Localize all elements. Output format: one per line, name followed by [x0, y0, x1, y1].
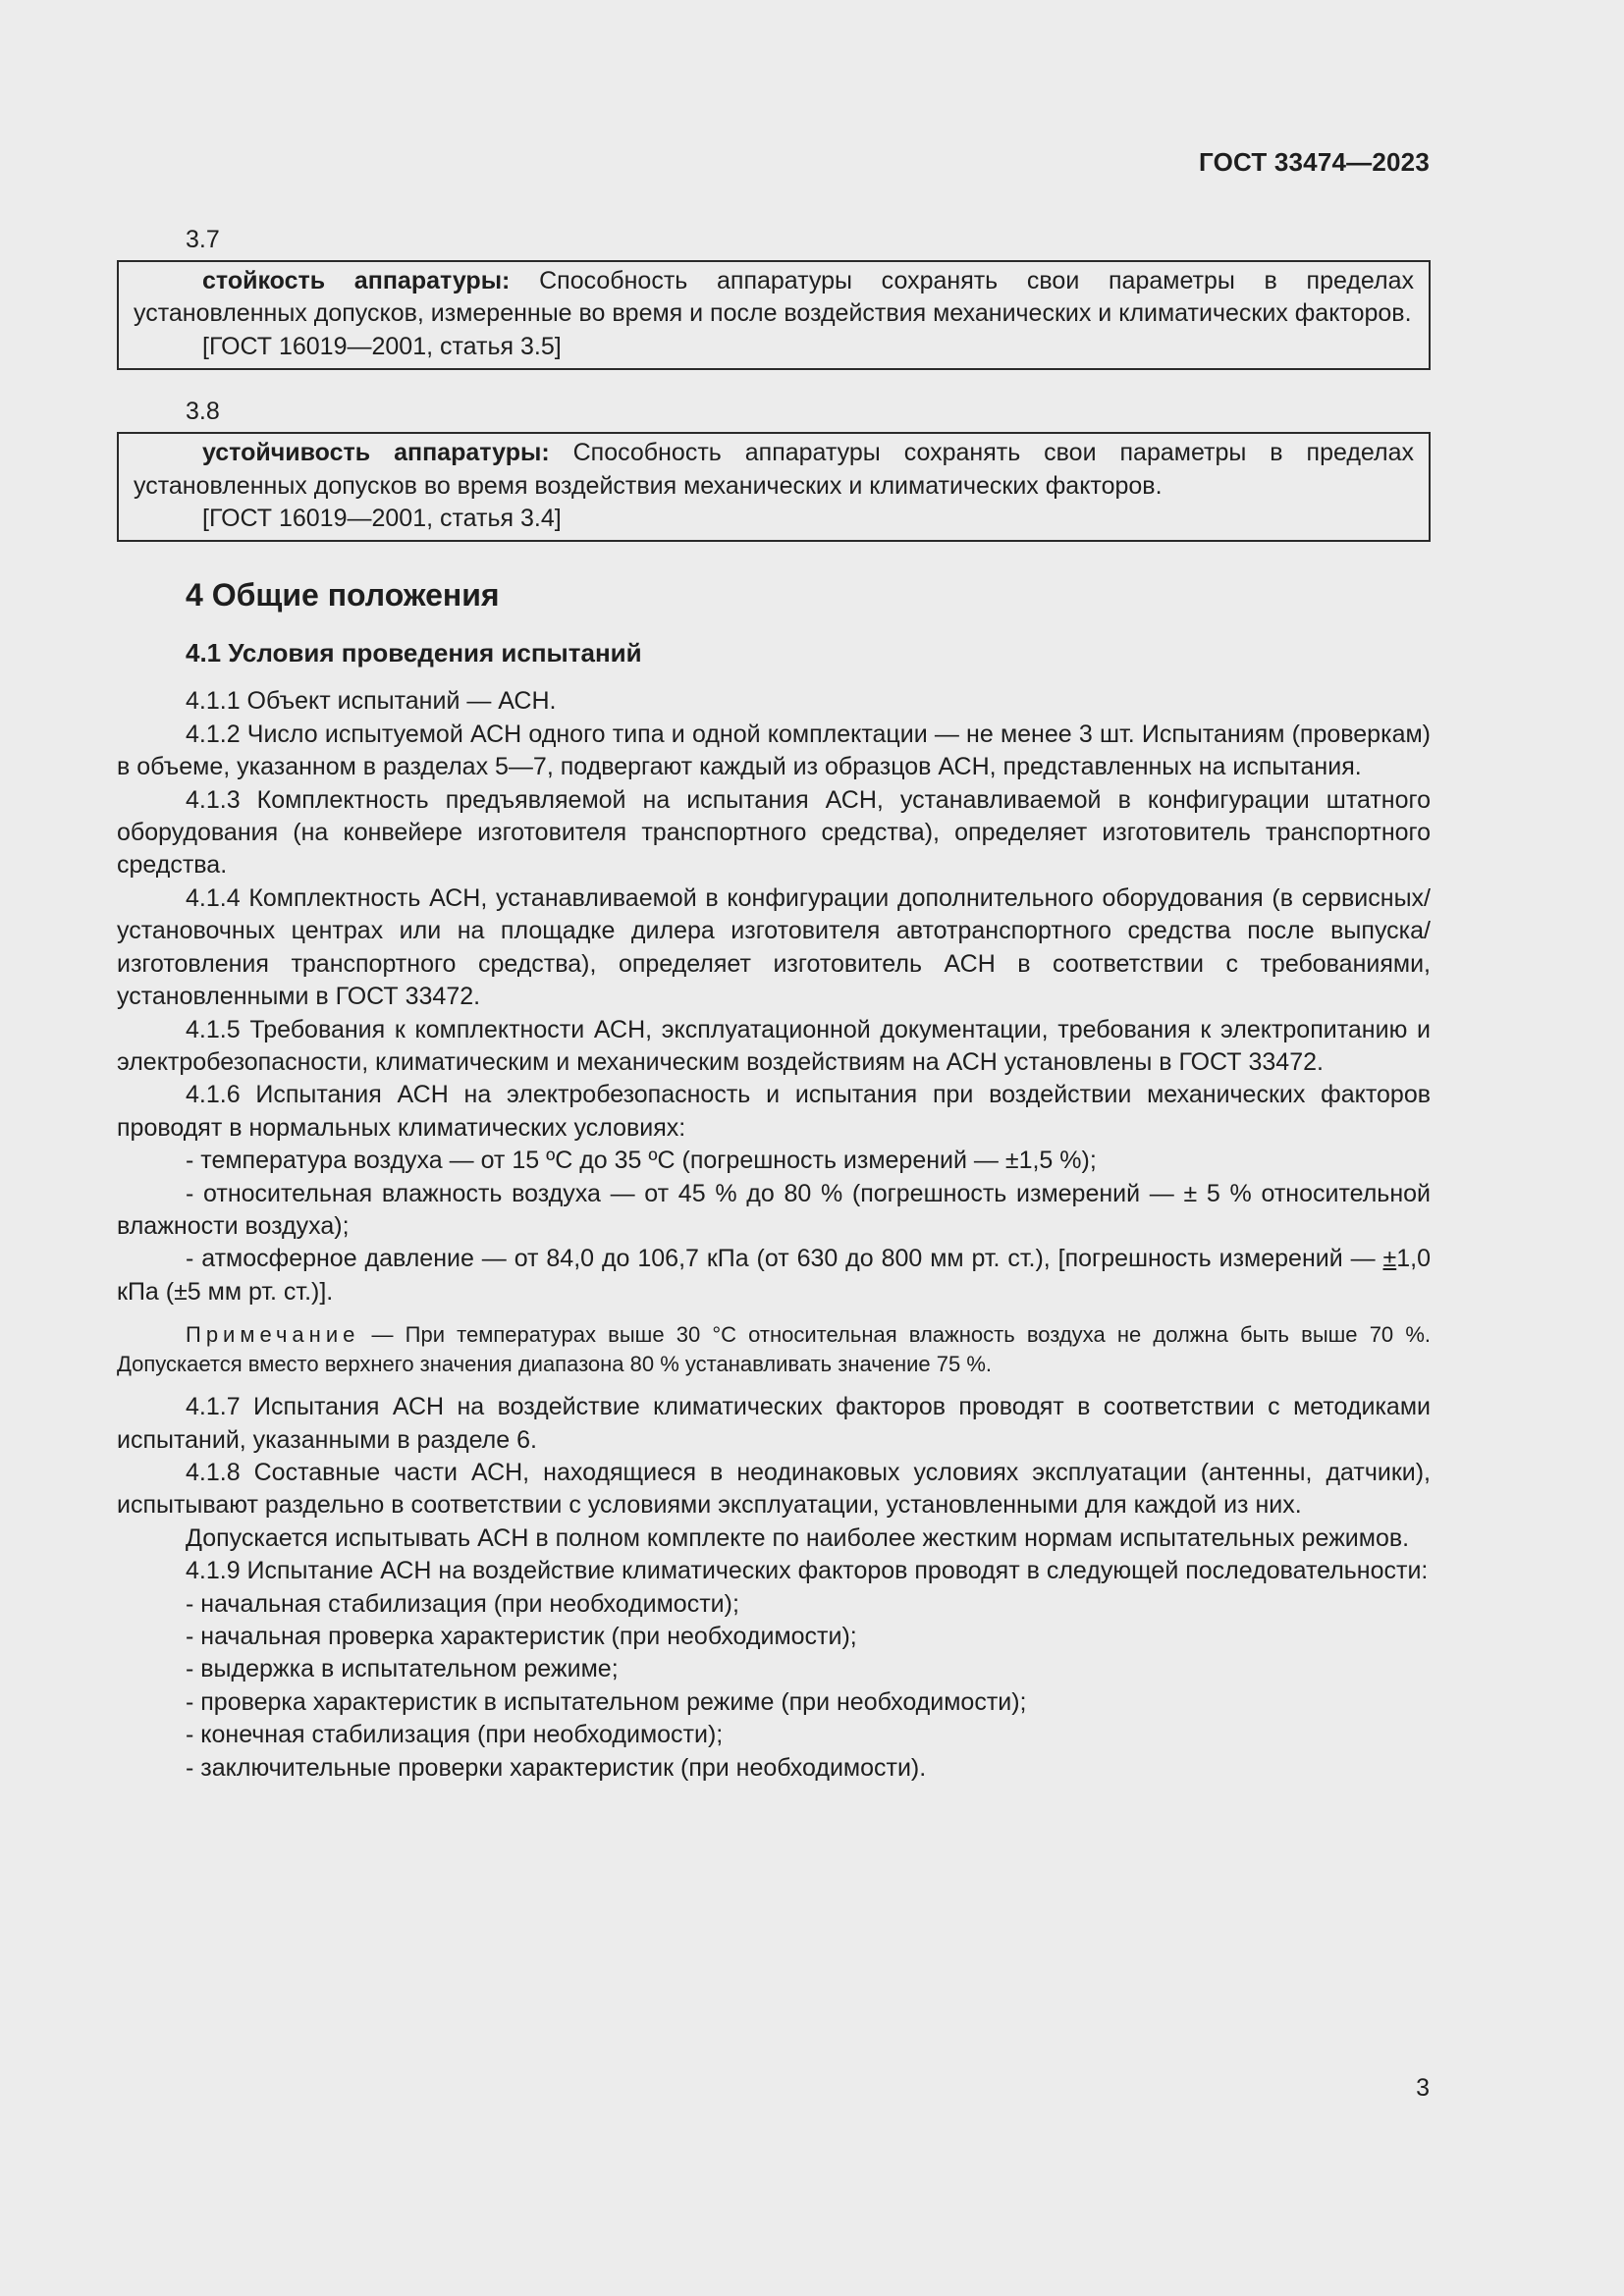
- section-4-heading: 4 Общие положения: [186, 577, 500, 614]
- paragraph-4-1-4: 4.1.4 Комплектность АСН, устанавливаемой в конфигурации дополнительного оборудования (в сервисных/установочных центрах или на площадке дилера изготовителя автотранспортного средства после выпуска/изготовления транспортного средства), определяет изготовитель АСН в соответствии с требованиями, установленными в ГОСТ 33472.: [117, 883, 1431, 1011]
- sequence-item: - заключительные проверки характеристик (при необходимости).: [186, 1753, 927, 1782]
- condition-pressure: [117, 1243, 1431, 1308]
- definition-source-3-7: [ГОСТ 16019—2001, статья 3.5]: [202, 332, 562, 360]
- definition-3-8: [134, 437, 1414, 503]
- paragraph-4-1-6: 4.1.6 Испытания АСН на электробезопасность и испытания при воздействии механических факторов проводят в нормальных климатических условиях:: [117, 1081, 1431, 1142]
- paragraph-4-1-8: 4.1.8 Составные части АСН, находящиеся в неодинаковых условиях эксплуатации (антенны, датчики), испытывают раздельно в соответствии с условиями эксплуатации, установленными для каждой из них.: [117, 1458, 1431, 1520]
- condition-pressure-tail: 1,0 кПа (±5 мм рт. ст.)].: [117, 1245, 1431, 1306]
- definition-text-3-7: Способность аппаратуры сохранять свои параметры в пределах установленных допусков, измеренные во время и после воздействия механических и климатических факторов.: [134, 267, 1414, 328]
- definition-source-3-8: [ГОСТ 16019—2001, статья 3.4]: [202, 505, 562, 533]
- paragraph-4-1-5: 4.1.5 Требования к комплектности АСН, эксплуатационной документации, требования к электропитанию и электробезопасности, климатическим и механическим воздействиям на АСН установлены в ГОСТ 33472.: [117, 1015, 1431, 1076]
- note: [117, 1320, 1431, 1379]
- page-number: 3: [1416, 2074, 1430, 2102]
- term-3-7: стойкость аппаратуры:: [202, 267, 511, 294]
- note-label: Примечание: [186, 1322, 360, 1348]
- sequence-item: - начальная проверка характеристик (при необходимости);: [186, 1623, 857, 1650]
- paragraph-4-1-3: 4.1.3 Комплектность предъявляемой на испытания АСН, устанавливаемой в конфигурации штатного оборудования (на конвейере изготовителя транспортного средства), определяет изготовитель транспортного средства.: [117, 785, 1431, 880]
- condition-pressure-text: - атмосферное давление — от 84,0 до 106,7 кПа (от 630 до 800 мм рт. ст.), [погрешность измерений —: [186, 1245, 1383, 1273]
- term-number-3-8: 3.8: [186, 398, 220, 426]
- condition-temperature: - температура воздуха — от 15 ºС до 35 ºС (погрешность измерений — ±1,5 %);: [186, 1147, 1097, 1175]
- definition-3-7: [134, 265, 1414, 331]
- definition-box-3-7: [117, 260, 1431, 370]
- subsection-4-1-heading: 4.1 Условия проведения испытаний: [186, 638, 642, 668]
- sequence-item: - проверка характеристик в испытательном режиме (при необходимости);: [186, 1687, 1027, 1716]
- definition-text-3-8: Способность аппаратуры сохранять свои параметры в пределах установленных допусков во время воздействия механических и климатических факторов.: [134, 439, 1414, 500]
- note-text: — При температурах выше 30 °С относительная влажность воздуха не должна быть выше 70 %. Допускается вместо верхнего значения диапазона 80 % устанавливать значение 75 %.: [117, 1322, 1431, 1377]
- sequence-item: - начальная стабилизация (при необходимости);: [186, 1589, 739, 1618]
- sequence-item: - выдержка в испытательном режиме;: [186, 1655, 619, 1683]
- term-3-8: устойчивость аппаратуры:: [202, 439, 550, 467]
- page-content: [117, 224, 1431, 1785]
- plus-minus-sign: ±: [1382, 1245, 1397, 1273]
- paragraph-4-1-9: 4.1.9 Испытание АСН на воздействие климатических факторов проводят в следующей последовательности:: [186, 1557, 1429, 1585]
- standard-header: ГОСТ 33474—2023: [1199, 147, 1430, 177]
- paragraph-4-1-8-note: Допускается испытывать АСН в полном комплекте по наиболее жестким нормам испытательных режимов.: [186, 1523, 1410, 1552]
- definition-box-3-8: [117, 432, 1431, 542]
- condition-humidity: - относительная влажность воздуха — от 45 % до 80 % (погрешность измерений — ± 5 % относительной влажности воздуха);: [117, 1179, 1431, 1240]
- sequence-item: - конечная стабилизация (при необходимости);: [186, 1721, 724, 1749]
- paragraph-4-1-2: 4.1.2 Число испытуемой АСН одного типа и одной комплектации — не менее 3 шт. Испытаниям (проверкам) в объеме, указанном в разделах 5—7, подвергают каждый из образцов АСН, представленных на испытания.: [117, 720, 1431, 781]
- paragraph-4-1-7: 4.1.7 Испытания АСН на воздействие климатических факторов проводят в соответствии с методиками испытаний, указанными в разделе 6.: [117, 1393, 1431, 1454]
- term-number-3-7: 3.7: [186, 226, 220, 253]
- paragraph-4-1-1: 4.1.1 Объект испытаний — АСН.: [186, 687, 557, 716]
